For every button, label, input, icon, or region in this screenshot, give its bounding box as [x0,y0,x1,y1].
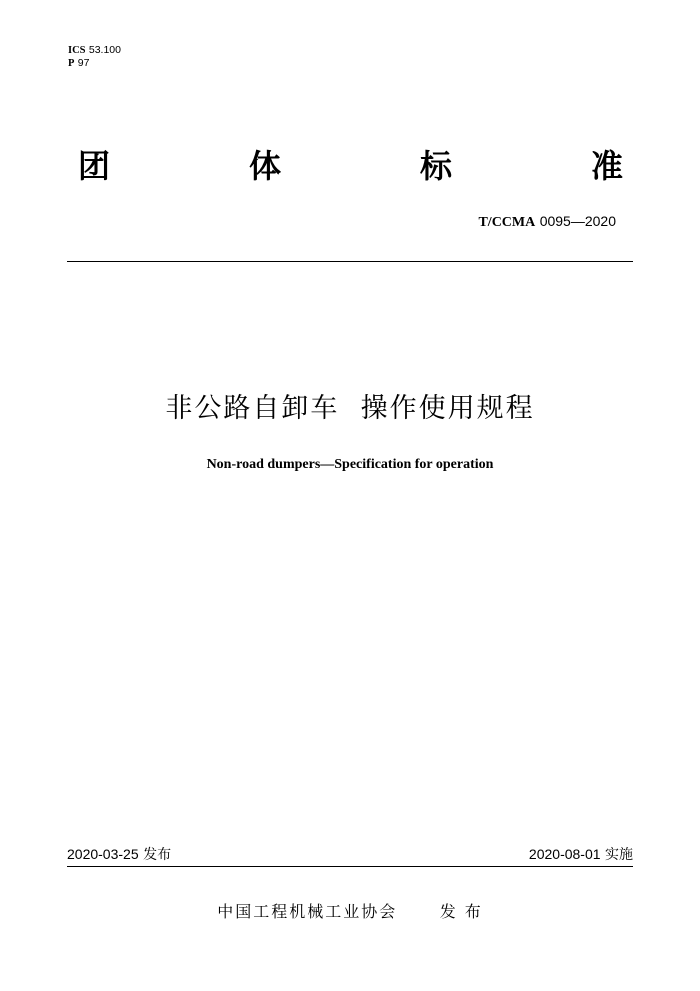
effective-date-label: 实施 [605,847,633,863]
ics-label: ICS [68,45,86,56]
ics-value: 53.100 [88,44,121,56]
publisher-line [0,901,700,923]
standard-type-title [78,146,623,186]
ics-code-line [68,44,121,57]
standard-number [478,212,616,232]
bottom-divider [67,866,633,867]
issue-date-value: 2020-03-25 [67,846,139,862]
effective-date-value: 2020-08-01 [528,846,601,862]
class-value: 97 [77,57,90,69]
top-divider [67,261,633,262]
issue-date-label: 发布 [143,847,172,863]
effective-date [529,845,633,864]
standard-number-value: 0095—2020 [539,213,616,229]
publisher-name: 中国工程机械工业协会 [217,902,398,921]
class-label: P [68,58,75,69]
standard-type-char: 团 [78,147,111,185]
issue-date [67,845,171,864]
class-code-line [68,57,121,70]
standard-number-prefix: T/CCMA [478,215,536,230]
document-title-cn: 非公路自卸车 操作使用规程 [165,393,535,424]
standard-type-char: 标 [419,147,452,185]
classification-codes [68,44,121,70]
publish-label: 发 布 [439,902,483,921]
standard-type-char: 体 [248,147,281,185]
document-title-en: Non-road dumpers—Specification for operation [206,457,494,472]
standard-type-char: 准 [590,147,623,185]
